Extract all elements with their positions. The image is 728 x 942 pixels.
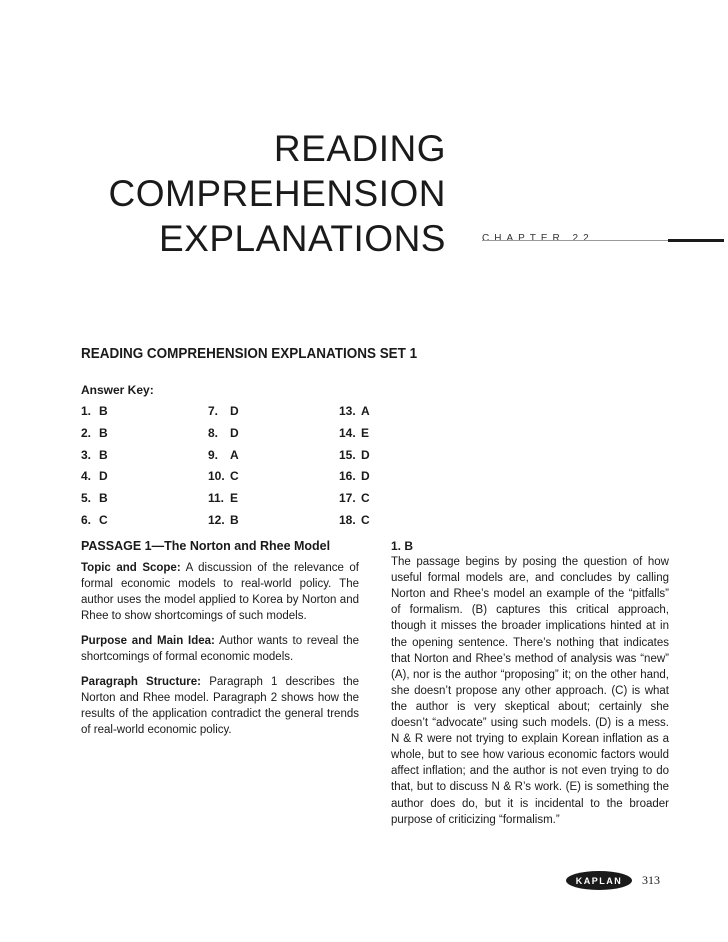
passage-summary (81, 538, 359, 747)
answer-letter: D (230, 404, 239, 418)
answer-item (339, 513, 370, 527)
answer-item (81, 469, 108, 484)
answer-letter: C (361, 513, 370, 527)
answer-item (208, 491, 239, 506)
chapter-title-line-2: COMPREHENSION (108, 173, 446, 214)
answer-letter: B (99, 491, 108, 506)
answer-key-grid (81, 404, 401, 534)
answer-letter: B (230, 513, 239, 527)
answer-letter: D (361, 447, 370, 462)
answer-letter: D (230, 425, 239, 440)
purpose-paragraph (81, 633, 359, 665)
answer-item (208, 425, 239, 440)
structure-label: Paragraph Structure: (81, 676, 202, 688)
kaplan-logo: KAPLAN (566, 871, 632, 890)
answer-number: 7. (208, 404, 219, 418)
answer-number: 6. (81, 513, 92, 527)
header-rule-thin (482, 240, 668, 241)
explanation-text: The passage begins by posing the question of how useful formal models are, and concludes by calling Norton and Rhee’s model an example of the “pitfalls” of formalism. (B) captures this critical approach, though it misses the broader implications hinted at in the opening sentence. There’s nothing that indicates that Norton and Rhee’s method of analysis was “new” (A), nor is the author “proposing” it; on the other hand, she doesn’t propose any other approach. (C) is what the author is very skeptical about; certainly she doesn’t “advocate” using such models. (D) is a mess. N & R were not trying to explain Korean inflation as a whole, but to see how various economic factors would affect inflation; and the author is not even trying to do that, but to discuss N & R’s work. (E) is something the author does do, but it is incidental to the broader purpose of criticizing “formalism.” (391, 556, 669, 826)
answer-item (81, 447, 108, 462)
section-title: READING COMPREHENSION EXPLANATIONS SET 1 (81, 346, 418, 362)
passage-heading: PASSAGE 1—The Norton and Rhee Model (81, 539, 331, 553)
answer-letter: C (99, 513, 108, 527)
answer-letter: B (99, 404, 108, 418)
answer-letter: B (99, 425, 108, 440)
structure-paragraph (81, 674, 359, 738)
answer-number: 11. (208, 491, 225, 506)
answer-number: 9. (208, 447, 219, 462)
answer-item (339, 425, 370, 440)
answer-item (208, 469, 239, 484)
answer-key-label: Answer Key: (81, 383, 154, 397)
header-rule-thick (668, 239, 724, 242)
purpose-label: Purpose and Main Idea: (81, 635, 215, 647)
page-number: 313 (642, 873, 660, 887)
question-explanation (391, 538, 669, 828)
answer-item (339, 447, 370, 462)
answer-item (208, 404, 239, 418)
answer-number: 4. (81, 469, 92, 484)
answer-item (81, 491, 108, 506)
question-number: 1. B (391, 539, 414, 553)
structure-text: Paragraph 1 describes the Norton and Rhee model. Paragraph 2 shows how the results of the application contradict the general trends of real-world economic policy. (81, 676, 360, 736)
answer-number: 5. (81, 491, 92, 506)
answer-item (339, 469, 370, 484)
chapter-title-line-3: EXPLANATIONS (158, 218, 446, 259)
answer-number: 18. (339, 513, 356, 527)
answer-letter: E (230, 491, 239, 506)
answer-item (81, 404, 108, 418)
answer-letter: D (99, 469, 108, 484)
answer-number: 13. (339, 404, 356, 418)
answer-item (339, 404, 370, 418)
answer-number: 12. (208, 513, 225, 527)
answer-number: 1. (81, 404, 92, 418)
chapter-title-line-1: READING (273, 128, 446, 169)
topic-text: A discussion of the relevance of formal economic models to real-world policy. The author uses the model applied to Korea by Norton and Rhee to show shortcomings of such models. (81, 562, 359, 622)
answer-letter: A (361, 404, 370, 418)
chapter-label: CHAPTER 22 (482, 233, 594, 244)
answer-number: 16. (339, 469, 356, 484)
topic-paragraph (81, 560, 359, 624)
chapter-title (100, 126, 446, 261)
answer-item (81, 425, 108, 440)
answer-letter: C (230, 469, 239, 484)
answer-letter: B (99, 447, 108, 462)
answer-number: 15. (339, 447, 356, 462)
answer-letter: A (230, 447, 239, 462)
answer-letter: C (361, 491, 370, 506)
answer-number: 3. (81, 447, 92, 462)
answer-number: 8. (208, 425, 219, 440)
answer-number: 10. (208, 469, 225, 484)
answer-letter: D (361, 469, 370, 484)
answer-number: 2. (81, 425, 92, 440)
answer-number: 14. (339, 425, 356, 440)
answer-item (208, 447, 239, 462)
answer-item (208, 513, 239, 527)
answer-item (339, 491, 370, 506)
answer-item (81, 513, 108, 527)
answer-letter: E (361, 425, 370, 440)
answer-number: 17. (339, 491, 356, 506)
topic-label: Topic and Scope: (81, 562, 181, 574)
purpose-text: Author wants to reveal the shortcomings of formal economic models. (81, 635, 359, 663)
